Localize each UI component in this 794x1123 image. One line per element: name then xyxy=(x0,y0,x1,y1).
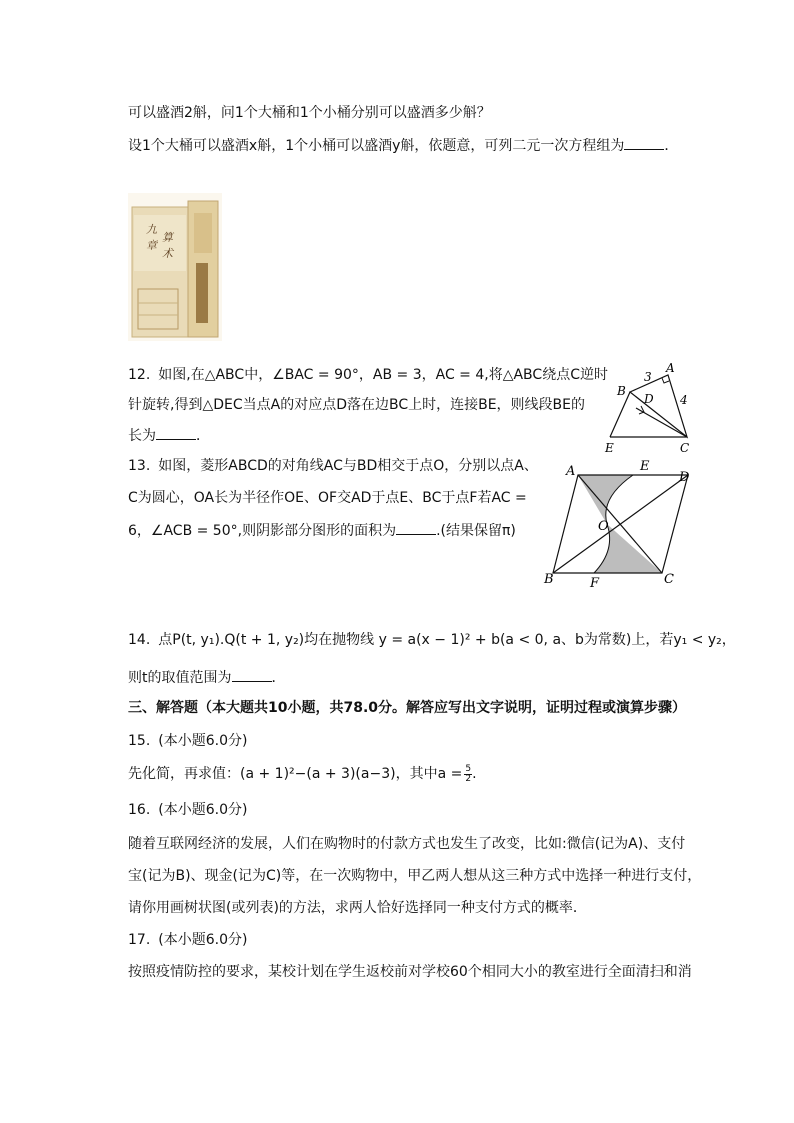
q12-line3 xyxy=(128,425,210,446)
q12-number: 12. xyxy=(128,367,151,383)
answer-blank xyxy=(156,425,196,440)
q14-line2 xyxy=(128,667,286,688)
q13-end: .(结果保留π) xyxy=(436,523,516,539)
q11-line1: 可以盛酒2斛，问1个大桶和1个小桶分别可以盛酒多少斛？ xyxy=(128,105,491,121)
label-A: A xyxy=(666,362,675,375)
q16-header xyxy=(128,800,247,820)
label-ac: 4 xyxy=(680,393,688,407)
label-E: E xyxy=(640,459,650,474)
q11-line2 xyxy=(128,135,678,156)
q13-rhombus-figure xyxy=(538,458,698,590)
label-F: F xyxy=(590,576,600,590)
q14-end: ． xyxy=(271,670,286,686)
q13-line3 xyxy=(128,520,516,541)
label-B: B xyxy=(617,384,626,398)
label-A: A xyxy=(566,464,576,479)
q15-number: 15. xyxy=(128,733,151,749)
q15-text: 先化简，再求值：(a + 1)²−(a + 3)(a−3)，其中a = xyxy=(128,766,463,782)
q13-number: 13. xyxy=(128,458,151,474)
q17-tag: (本小题6.0分) xyxy=(158,932,248,948)
label-D: D xyxy=(679,470,690,485)
q15-end: . xyxy=(472,766,477,782)
book-image xyxy=(128,193,222,341)
q16-number: 16. xyxy=(128,802,151,818)
q12-text-3: 长为 xyxy=(128,428,156,444)
label-O: O xyxy=(598,519,609,534)
answer-blank xyxy=(232,667,272,682)
answer-blank xyxy=(396,520,436,535)
q17-number: 17. xyxy=(128,932,151,948)
svg-text:术: 术 xyxy=(162,247,173,260)
q12-line2: 针旋转,得到△DEC当点A的对应点D落在边BC上时，连接BE，则线段BE的 xyxy=(128,397,586,413)
q16-tag: (本小题6.0分) xyxy=(158,802,248,818)
answer-blank xyxy=(624,135,664,150)
label-C: C xyxy=(664,572,674,587)
q13-text-1: 如图，菱形ABCD的对角线AC与BD相交于点O，分别以点A、 xyxy=(158,458,538,474)
q17-header xyxy=(128,930,247,950)
q13-line1 xyxy=(128,456,538,476)
svg-text:九: 九 xyxy=(146,223,157,236)
q16-line1: 随着互联网经济的发展，人们在购物时的付款方式也发生了改变，比如:微信(记为A)、支付 xyxy=(128,836,686,852)
fraction xyxy=(464,765,472,784)
q15-header xyxy=(128,731,247,751)
q17-line1: 按照疫情防控的要求，某校计划在学生返校前对学校60个相同大小的教室进行全面清扫和消 xyxy=(128,964,692,980)
q11-line2-text: 设1个大桶可以盛酒x斛，1个小桶可以盛酒y斛，依题意，可列二元一次方程组为 xyxy=(128,138,625,154)
svg-text:章: 章 xyxy=(146,239,157,252)
fraction-numerator: 5 xyxy=(465,763,472,774)
q14-text-1: 点P(t, y₁).Q(t + 1, y₂)均在抛物线 y = a(x − 1)² + b(a < 0, a、b为常数)上，若y₁ < y₂， xyxy=(158,632,736,648)
q12-end: ． xyxy=(196,428,210,444)
label-D: D xyxy=(644,392,654,406)
q13-text-3: 6，∠ACB = 50°,则阴影部分图形的面积为 xyxy=(128,523,397,539)
q13-line2: C为圆心，OA长为半径作OE、OF交AD于点E、BC于点F若AC = xyxy=(128,490,527,506)
label-C: C xyxy=(680,441,690,455)
q11-line2-end: ． xyxy=(664,138,679,154)
section-heading: 三、解答题（本大题共10小题，共78.0分。解答应写出文字说明，证明过程或演算步骤） xyxy=(128,700,687,716)
q15-body xyxy=(128,764,477,784)
q12-text-1: 如图,在△ABC中，∠BAC = 90°，AB = 3，AC = 4,将△ABC绕点C逆时 xyxy=(158,367,608,383)
q12-line1 xyxy=(128,365,608,385)
q14-line1 xyxy=(128,630,736,650)
label-ab: 3 xyxy=(644,370,652,384)
label-E: E xyxy=(605,441,614,455)
q12-triangle-figure xyxy=(600,362,700,458)
svg-text:算: 算 xyxy=(162,231,173,244)
q16-line3: 请你用画树状图(或列表)的方法，求两人恰好选择同一种支付方式的概率． xyxy=(128,900,587,916)
q15-tag: (本小题6.0分) xyxy=(158,733,248,749)
label-B: B xyxy=(544,572,554,587)
q16-line2: 宝(记为B)、现金(记为C)等，在一次购物中，甲乙两人想从这三种方式中选择一种进行支付， xyxy=(128,868,702,884)
q14-number: 14. xyxy=(128,632,151,648)
fraction-denominator: 2 xyxy=(465,773,472,784)
q14-text-2: 则t的取值范围为 xyxy=(128,670,232,686)
